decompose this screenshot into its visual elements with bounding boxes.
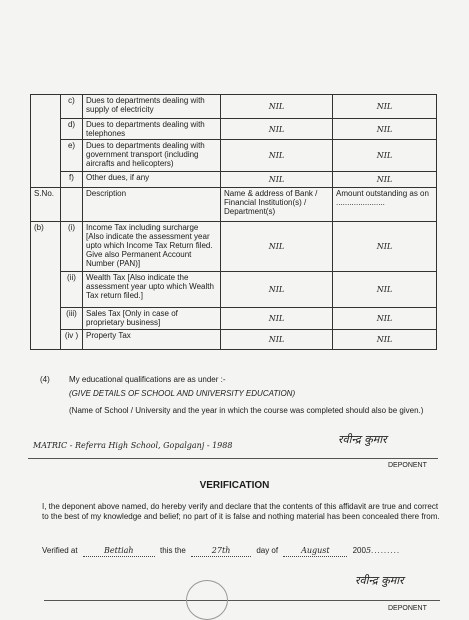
row-amount-value: NIL — [333, 308, 437, 330]
section-b-label: (b) — [31, 222, 61, 350]
this-the-label: this the — [160, 546, 186, 555]
row-description: Wealth Tax [Also indicate the assessment year upto which Wealth Tax return filed.] — [83, 272, 221, 308]
table-row — [31, 308, 437, 330]
row-bank-value: NIL — [221, 272, 333, 308]
table-header-row — [31, 188, 437, 222]
row-description: Dues to departments dealing with government transport (including aircrafts and helicopters) — [83, 140, 221, 172]
row-bank-value: NIL — [221, 330, 333, 350]
row-bank-value: NIL — [221, 140, 333, 172]
notary-seal — [186, 580, 228, 620]
row-sub: e) — [61, 140, 83, 172]
verification-deponent: DEPONENT — [388, 605, 427, 612]
header-description: Description — [83, 188, 221, 222]
row-sub: (iii) — [61, 308, 83, 330]
row-description: Sales Tax [Only in case of proprietary business] — [83, 308, 221, 330]
row-amount-value: NIL — [333, 95, 437, 119]
table-row — [31, 140, 437, 172]
row-amount-value: NIL — [333, 119, 437, 140]
education-instruction: (Name of School / University and the year in which the course was completed should also be given.) — [69, 406, 424, 415]
table-row — [31, 95, 437, 119]
row-bank-value: NIL — [221, 95, 333, 119]
table-row — [31, 222, 437, 272]
verification-signature: रवीन्द्र कुमार — [355, 574, 404, 587]
row-amount-value: NIL — [333, 172, 437, 188]
row-description: Dues to departments dealing with supply of electricity — [83, 95, 221, 119]
education-heading: My educational qualifications are as under :- — [69, 375, 226, 384]
row-amount-value: NIL — [333, 222, 437, 272]
table-row — [31, 272, 437, 308]
verified-year-prefix: 200 — [352, 546, 366, 555]
row-sub: d) — [61, 119, 83, 140]
verified-at-label: Verified at — [42, 546, 78, 555]
row-amount-value: NIL — [333, 330, 437, 350]
divider — [28, 458, 438, 459]
row-amount-value: NIL — [333, 140, 437, 172]
row-description: Income Tax including surcharge [Also indicate the assessment year upto which Income Tax Return filed. Give also Permanent Account Number (PAN)] — [83, 222, 221, 272]
header-amount: Amount outstanding as on ...................... — [333, 188, 437, 222]
table-row — [31, 330, 437, 350]
table-row — [31, 172, 437, 188]
table-row — [31, 119, 437, 140]
verified-year-suffix: 5 — [365, 546, 372, 555]
table-cell — [31, 95, 61, 188]
row-sub: f) — [61, 172, 83, 188]
row-bank-value: NIL — [221, 119, 333, 140]
education-number: (4) — [40, 375, 50, 384]
row-description: Dues to departments dealing with telephones — [83, 119, 221, 140]
row-sub: (i) — [61, 222, 83, 272]
verification-title: VERIFICATION — [199, 480, 270, 491]
table-cell — [61, 188, 83, 222]
dues-table — [30, 94, 437, 350]
header-sno: S.No. — [31, 188, 61, 222]
row-sub: (iv ) — [61, 330, 83, 350]
row-sub: (ii) — [61, 272, 83, 308]
row-bank-value: NIL — [221, 172, 333, 188]
education-note: (GIVE DETAILS OF SCHOOL AND UNIVERSITY EDUCATION) — [69, 389, 296, 398]
education-deponent: DEPONENT — [388, 462, 427, 469]
verification-body: I, the deponent above named, do hereby verify and declare that the contents of this affidavit are true and correct to the best of my knowledge and belief; no part of it is false and nothing material has been concealed there from. — [42, 502, 440, 521]
row-description: Property Tax — [83, 330, 221, 350]
verified-line: Verified at Bettiah this the 27th day of August 2005......... — [42, 546, 401, 555]
row-bank-value: NIL — [221, 308, 333, 330]
row-sub: c) — [61, 95, 83, 119]
row-amount-value: NIL — [333, 272, 437, 308]
education-signature: रवीन्द्र कुमार — [338, 433, 387, 446]
day-of-label: day of — [256, 546, 279, 555]
education-entry: MATRIC - Referra High School, Gopalganj - 1988 — [33, 441, 233, 450]
divider — [44, 600, 440, 601]
header-bank: Name & address of Bank / Financial Institution(s) / Department(s) — [221, 188, 333, 222]
verified-place: Bettiah — [83, 546, 155, 557]
row-description: Other dues, if any — [83, 172, 221, 188]
verified-month: August — [283, 546, 347, 557]
verified-day: 27th — [191, 546, 251, 557]
row-bank-value: NIL — [221, 222, 333, 272]
